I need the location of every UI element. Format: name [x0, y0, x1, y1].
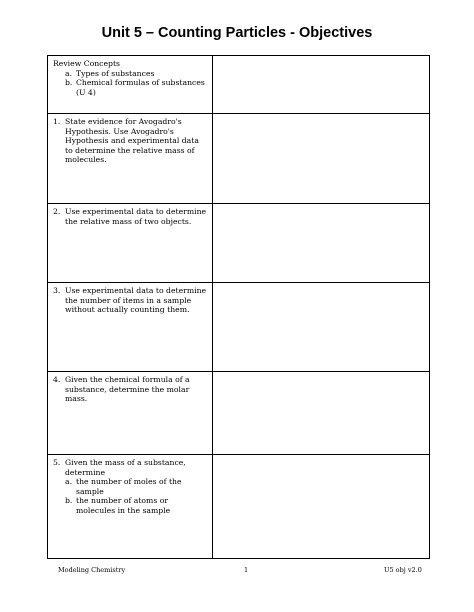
list-item: [53, 78, 207, 97]
objective-cell: [48, 372, 213, 455]
objective-text: Use experimental data to determine the number of items in a sample without actually counting them.: [65, 286, 207, 314]
footer-page-number: 1: [244, 566, 249, 574]
objective-text: State evidence for Avogadro's Hypothesis. Use Avogadro's Hypothesis and experimental data to determine the relative mass of molecules.: [65, 117, 199, 164]
objective-cell: [48, 204, 213, 283]
objective-number: 3.: [53, 286, 61, 295]
list-item: [53, 69, 207, 79]
table-row: [48, 455, 430, 559]
item-text: Chemical formulas of substances (U 4): [76, 78, 205, 97]
objective-number: 5.: [53, 458, 61, 467]
answer-cell[interactable]: [213, 283, 430, 372]
footer-right: U5 obj v2.0: [384, 566, 422, 574]
objective-text: Use experimental data to determine the relative mass of two objects.: [65, 207, 207, 226]
objective-number: 1.: [53, 117, 61, 126]
table-row: [48, 114, 430, 204]
review-concepts-cell: [48, 56, 213, 114]
objective-number: 4.: [53, 375, 61, 384]
table-row: [48, 204, 430, 283]
item-text: Types of substances: [76, 68, 155, 78]
objectives-table: [47, 55, 430, 559]
table-row: [48, 283, 430, 372]
objective-cell: [48, 455, 213, 559]
item-letter: b.: [65, 496, 73, 505]
list-item: [53, 477, 207, 496]
item-letter: a.: [65, 68, 73, 78]
item-text: the number of atoms or molecules in the sample: [76, 496, 171, 515]
answer-cell[interactable]: [213, 204, 430, 283]
table-row: [48, 372, 430, 455]
answer-cell[interactable]: [213, 56, 430, 114]
item-letter: b.: [65, 78, 73, 87]
page-title: Unit 5 – Counting Particles - Objectives: [101, 25, 373, 41]
review-heading: Review Concepts: [53, 59, 120, 68]
footer-left: Modeling Chemistry: [58, 566, 126, 574]
objective-number: 2.: [53, 207, 61, 216]
answer-cell[interactable]: [213, 372, 430, 455]
objective-cell: [48, 283, 213, 372]
answer-cell[interactable]: [213, 455, 430, 559]
objective-text: Given the mass of a substance, determine: [65, 458, 186, 477]
objective-text: Given the chemical formula of a substance, determine the molar mass.: [65, 375, 190, 403]
answer-cell[interactable]: [213, 114, 430, 204]
table-row: [48, 56, 430, 114]
list-item: [53, 496, 207, 515]
item-letter: a.: [65, 477, 73, 486]
item-text: the number of moles of the sample: [76, 477, 182, 496]
objective-cell: [48, 114, 213, 204]
